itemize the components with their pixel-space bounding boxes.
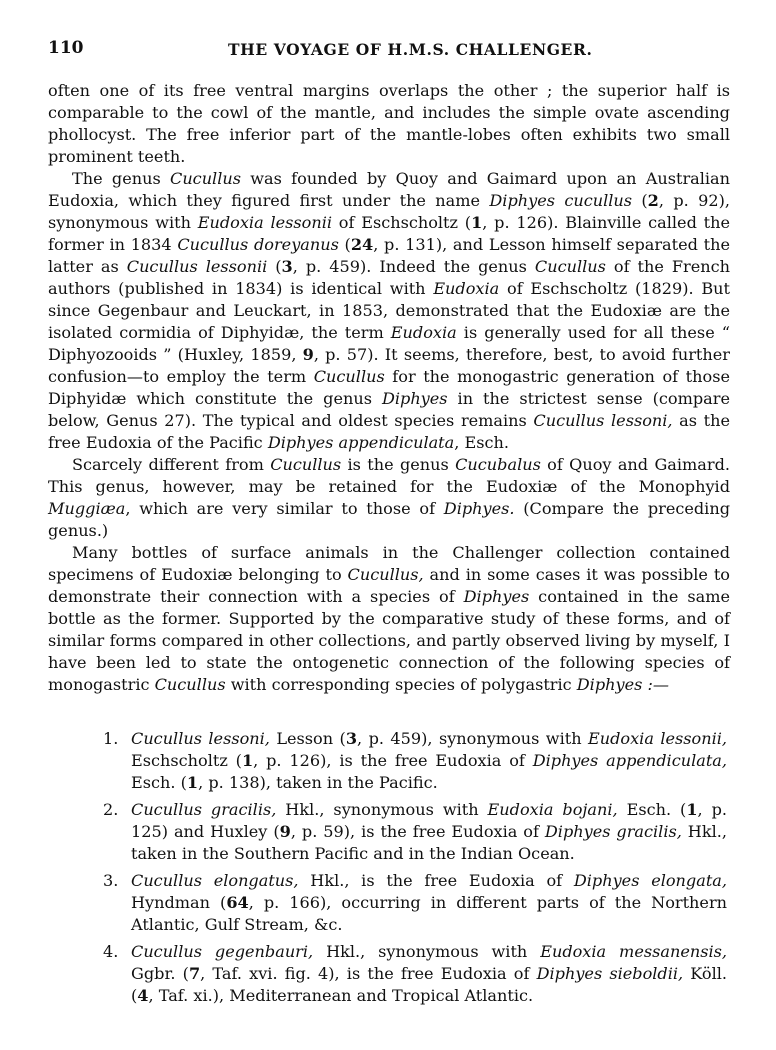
text-run: is generally used for all these “ Diphyozooids ” (Huxley, 1859, xyxy=(48,323,731,364)
paragraph-challenger-collection xyxy=(48,542,730,696)
page-header xyxy=(48,38,738,62)
text-run: of Quoy and Gaimard. This genus, however, may be retained for the Eudoxiæ of the Monophyid xyxy=(48,455,731,496)
reference-number: 1 xyxy=(471,213,483,232)
italic-text: Eudoxia bojani, xyxy=(487,800,618,819)
italic-text: Cucullus doreyanus xyxy=(177,235,339,254)
text-run: was founded by Quoy and Gaimard upon an Australian Eudoxia, which they figured first under the name xyxy=(48,169,731,210)
italic-text: Diphyes cucullus xyxy=(489,191,633,210)
text-run: of Eschscholtz (1829). But since Gegenbaur and Leuckart, in 1853, demonstrated that the Eudoxiæ are the isolated cormidia of Diphyidæ, the term xyxy=(48,279,730,342)
text-run: with corresponding species of polygastric xyxy=(225,675,577,694)
reference-number: 1 xyxy=(186,773,199,792)
text-run: Scarcely different from xyxy=(72,455,271,474)
italic-text: Diphyes appendiculata, xyxy=(532,751,728,770)
text-run: , p. 57). It seems, therefore, best, to avoid further confusion—to employ the term xyxy=(48,345,730,386)
body-text xyxy=(48,80,730,696)
list-item-text xyxy=(131,941,727,1007)
italic-text: Diphyes appendiculata xyxy=(267,433,455,452)
text-run: , p. 459), synonymous with xyxy=(357,729,588,748)
text-run: often one of its free ventral margins overlaps the other ; the superior half is comparable to the cowl of the mantle, and includes the simple ovate ascending phollocyst. The free inferior part of the mantle-lobes often exhibits two small prominent teeth. xyxy=(48,81,730,166)
running-title: THE VOYAGE OF H.M.S. CHALLENGER. xyxy=(228,40,593,59)
italic-text: Cucullus xyxy=(154,675,226,694)
text-run: ( xyxy=(338,235,351,254)
italic-text: Cucullus xyxy=(313,367,385,386)
text-run: as the free Eudoxia of the Pacific xyxy=(48,411,730,452)
italic-text: Cucullus lessoni, xyxy=(131,729,270,748)
text-run: is the genus xyxy=(341,455,456,474)
text-run: Lesson ( xyxy=(269,729,346,748)
list-item-number: 2. xyxy=(103,800,119,819)
italic-text: Diphyes. xyxy=(443,499,515,518)
text-run: and in some cases it was possible to demonstrate their connection with a species of xyxy=(48,565,730,606)
italic-text: Diphyes elongata, xyxy=(573,871,728,890)
italic-text: Diphyes :— xyxy=(576,675,670,694)
reference-number: 4 xyxy=(137,986,149,1005)
reference-number: 9 xyxy=(279,822,291,841)
italic-text: Eudoxia messanensis, xyxy=(540,942,727,961)
text-run: , p. 131), and Lesson himself separated the latter as xyxy=(48,235,730,276)
text-run: , p. 92), synonymous with xyxy=(48,191,730,232)
text-run: , p. 138), taken in the Pacific. xyxy=(198,773,438,792)
italic-text: Cucullus elongatus, xyxy=(131,871,299,890)
text-run: ( xyxy=(632,191,648,210)
paragraph-cucubalus xyxy=(48,454,730,542)
reference-number: 3 xyxy=(345,729,358,748)
italic-text: Muggiæa xyxy=(48,499,126,518)
italic-text: Cucullus gegenbauri, xyxy=(131,942,314,961)
text-run: , p. 125) and Huxley ( xyxy=(131,800,728,841)
reference-number: 64 xyxy=(226,893,249,912)
italic-text: Eudoxia lessonii xyxy=(197,213,332,232)
text-run: , which are very similar to those of xyxy=(125,499,444,518)
italic-text: Cucullus xyxy=(534,257,606,276)
list-item-number: 3. xyxy=(103,871,119,890)
text-run: of the French authors (published in 1834) is identical with xyxy=(48,257,731,298)
text-run: Hkl., synonymous with xyxy=(276,800,488,819)
list-item-text xyxy=(131,870,727,936)
reference-number: 9 xyxy=(302,345,314,364)
italic-text: Cucullus xyxy=(270,455,342,474)
text-run: Hkl., is the free Eudoxia of xyxy=(298,871,574,890)
text-run: , Taf. xvi. fig. 4), is the free Eudoxia of xyxy=(200,964,537,983)
text-run: , Taf. xi.), Mediterranean and Tropical Atlantic. xyxy=(148,986,534,1005)
text-run: , p. 126), is the free Eudoxia of xyxy=(253,751,533,770)
text-run: Hkl., taken in the Southern Pacific and in the Indian Ocean. xyxy=(131,822,727,863)
text-run: Eschscholtz ( xyxy=(131,751,242,770)
text-run: Esch. ( xyxy=(617,800,687,819)
list-item xyxy=(103,728,727,794)
paragraph-continuation xyxy=(48,80,730,168)
text-run: (Compare the preceding genus.) xyxy=(48,499,730,540)
italic-text: Cucubalus xyxy=(455,455,541,474)
reference-number: 3 xyxy=(281,257,293,276)
list-item-number: 4. xyxy=(103,942,119,961)
list-item xyxy=(103,799,727,865)
italic-text: Eudoxia lessonii, xyxy=(587,729,727,748)
list-item xyxy=(103,870,727,936)
italic-text: Diphyes sieboldii, xyxy=(536,964,684,983)
text-run: Hyndman ( xyxy=(131,893,227,912)
paragraph-genus-cucullus xyxy=(48,168,730,454)
text-run: , p. 166), occurring in different parts of the Northern Atlantic, Gulf Stream, &c. xyxy=(131,893,728,934)
text-run: in the strictest sense (compare below, Genus 27). The typical and oldest species remains xyxy=(48,389,730,430)
species-list xyxy=(103,728,727,1012)
text-run: ( xyxy=(267,257,282,276)
reference-number: 2 xyxy=(647,191,659,210)
text-run: of Eschscholtz ( xyxy=(332,213,472,232)
reference-number: 24 xyxy=(350,235,374,254)
text-run: contained in the same bottle as the former. Supported by the comparative study of these forms, and of similar forms compared in other collections, and partly observed living by myself, I have been led to state the ontogenetic connection of the following species of monogastric xyxy=(48,587,730,694)
list-item-number: 1. xyxy=(103,729,119,748)
italic-text: Eudoxia xyxy=(433,279,500,298)
text-run: The genus xyxy=(72,169,170,188)
list-item xyxy=(103,941,727,1007)
italic-text: Cucullus xyxy=(170,169,241,188)
text-run: Many bottles of surface animals in the Challenger collection contained specimens of Eudoxiæ belonging to xyxy=(48,543,730,584)
text-run: Köll. ( xyxy=(131,964,727,1005)
italic-text: Cucullus lessoni, xyxy=(533,411,673,430)
italic-text: Diphyes gracilis, xyxy=(544,822,682,841)
page-number: 110 xyxy=(48,38,84,58)
italic-text: Diphyes xyxy=(463,587,530,606)
italic-text: Cucullus, xyxy=(347,565,424,584)
italic-text: Cucullus lessonii xyxy=(126,257,268,276)
text-run: , p. 126). Blainville called the former in 1834 xyxy=(48,213,731,254)
reference-number: 7 xyxy=(188,964,201,983)
text-run: , p. 459). Indeed the genus xyxy=(292,257,535,276)
list-item-text xyxy=(131,799,727,865)
italic-text: Eudoxia xyxy=(390,323,457,342)
list-item-text xyxy=(131,728,727,794)
text-run: for the monogastric generation of those Diphyidæ which constitute the genus xyxy=(48,367,730,408)
italic-text: Cucullus gracilis, xyxy=(131,800,277,819)
italic-text: Diphyes xyxy=(381,389,448,408)
text-run: Esch. ( xyxy=(131,773,187,792)
text-run: , p. 59), is the free Eudoxia of xyxy=(290,822,545,841)
text-run: , Esch. xyxy=(454,433,509,452)
reference-number: 1 xyxy=(686,800,698,819)
text-run: Hkl., synonymous with xyxy=(313,942,541,961)
text-run: Ggbr. ( xyxy=(131,964,189,983)
reference-number: 1 xyxy=(241,751,254,770)
